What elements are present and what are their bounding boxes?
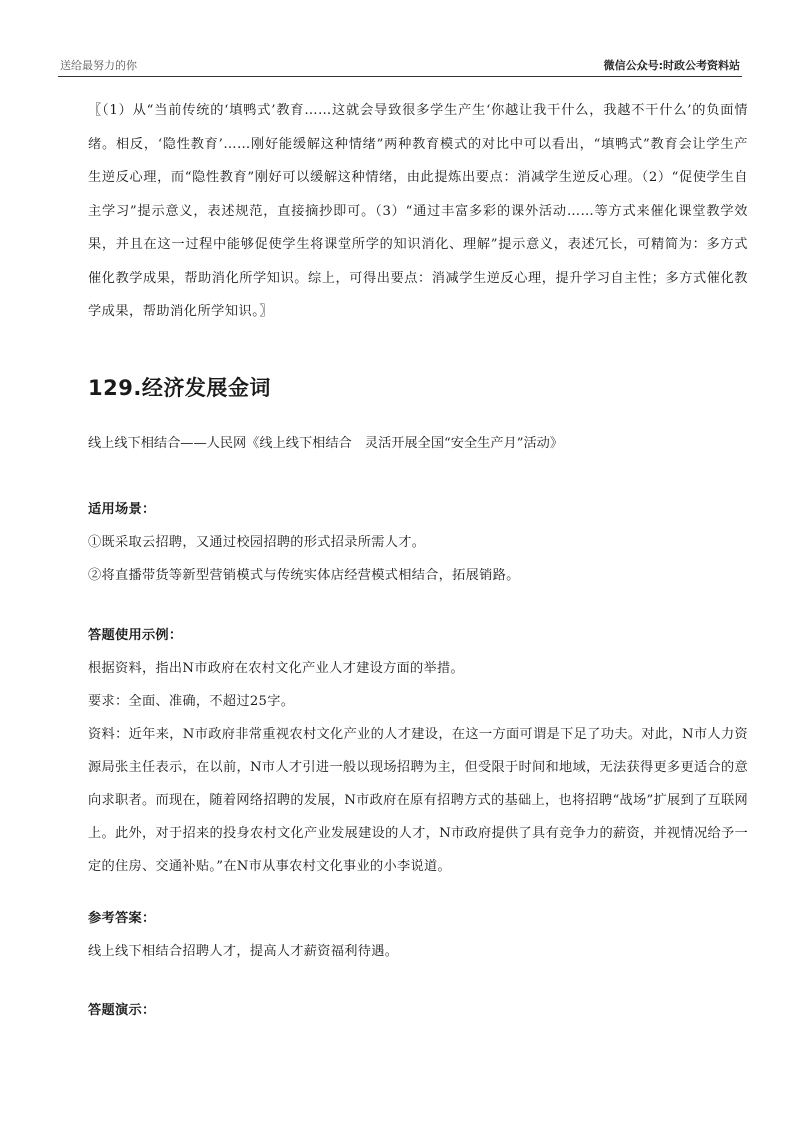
header-account: 微信公众号:时政公考资料站: [603, 59, 740, 72]
example-material: 资料：近年来，N市政府非常重视农村文化产业的人才建设，在这一方面可谓是下足了功夫。对此，N市人力资源局张主任表示，在以前，N市人才引进一般以现场招聘为主，但受限于时间和地域，无法获得更多更适合的意向求职者。而现在，随着网络招聘的发展，N市政府在原有招聘方式的基础上，也将招聘“战场”扩展到了互联网上。此外，对于招来的投身农村文化产业发展建设的人才，N市政府提供了具有竞争力的薪资，并视情况给予一定的住房、交通补贴。”在N市从事农村文化事业的小李说道。: [88, 727, 748, 874]
scenario-label: 适用场景：: [88, 502, 156, 517]
analysis-paragraph: 〖（1）从“当前传统的‘填鸭式’教育……这就会导致很多学生产生‘你越让我干什么，我越不干什么’的负面情绪。相反，‘隐性教育’……刚好能缓解这种情绪”两种教育模式的对比中可以看出，“填鸭式”教育会让学生产生逆反心理，而“隐性教育”刚好可以缓解这种情绪，由此提炼出要点：消减学生逆反心理。（2）“促使学生自主学习”提示意义，表述规范，直接摘抄即可。（3）“通过丰富多彩的课外活动……等方式来催化课堂教学效果，并且在这一过程中能够促使学生将课堂所学的知识消化、理解”提示意义，表述冗长，可精简为：多方式催化教学成果，帮助消化所学知识。综上，可得出要点：消减学生逆反心理，提升学习自主性；多方式催化教学成果，帮助消化所学知识。〗: [88, 103, 748, 319]
demo-label: 答题演示：: [88, 1003, 156, 1018]
example-block: [88, 619, 748, 883]
section-title: 129.经济发展金词: [88, 376, 271, 400]
answer-text: 线上线下相结合招聘人才，提高人才薪资福利待遇。: [88, 944, 399, 959]
example-requirement: 要求：全面、准确，不超过25字。: [88, 694, 295, 709]
scenario-item: ①既采取云招聘，又通过校园招聘的形式招录所需人才。: [88, 535, 426, 550]
example-question: 根据资料，指出N市政府在农村文化产业人才建设方面的举措。: [88, 661, 464, 676]
answer-block: [88, 902, 748, 968]
answer-label: 参考答案：: [88, 911, 156, 926]
header-slogan: 送给最努力的你: [60, 59, 137, 72]
gold-phrase: 线上线下相结合——人民网《线上线下相结合 灵活开展全国“安全生产月”活动》: [88, 436, 564, 451]
scenario-block: [88, 493, 748, 592]
demo-block: [88, 994, 748, 1027]
example-label: 答题使用示例：: [88, 628, 183, 643]
page-header: [58, 52, 742, 77]
scenario-item: ②将直播带货等新型营销模式与传统实体店经营模式相结合，拓展销路。: [88, 568, 520, 583]
